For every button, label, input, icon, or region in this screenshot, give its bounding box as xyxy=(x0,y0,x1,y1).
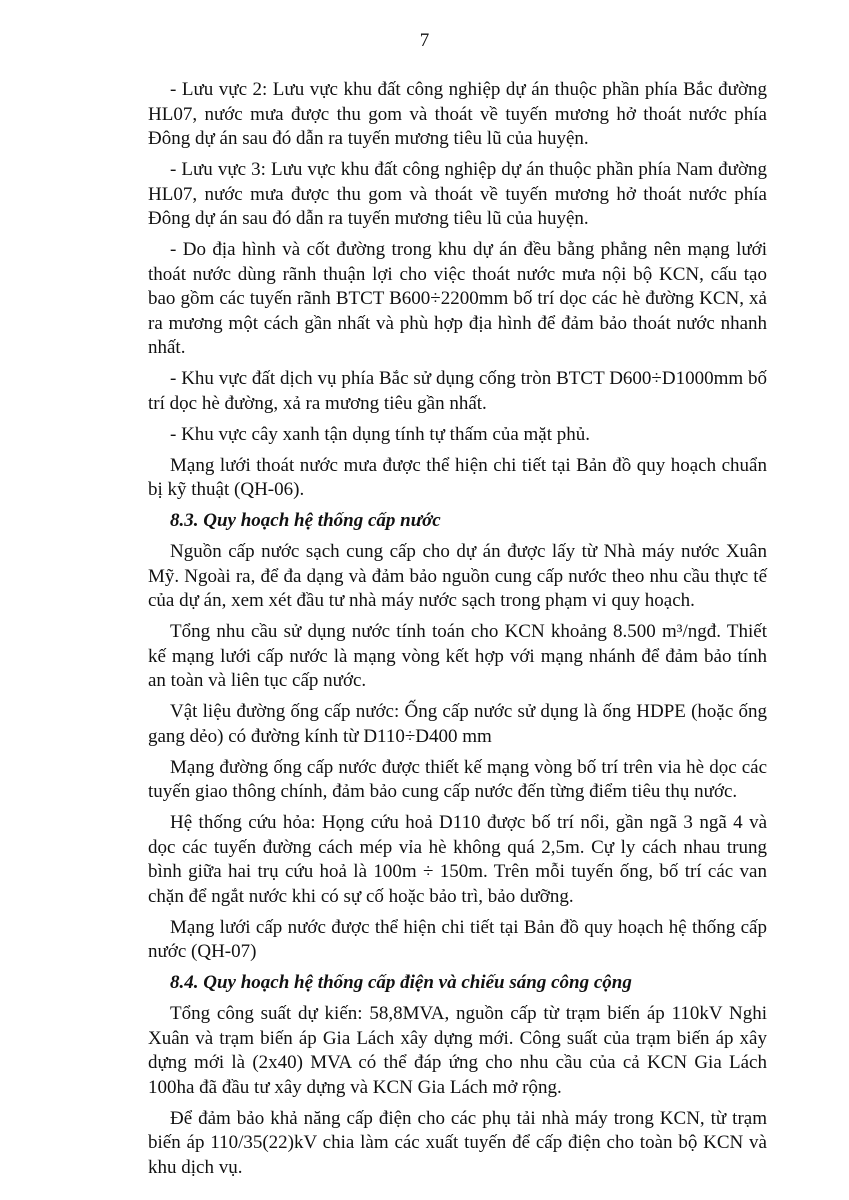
page-number: 7 xyxy=(419,30,430,51)
paragraph-drainage-network: - Do địa hình và cốt đường trong khu dự án đều bằng phẳng nên mạng lưới thoát nước dùng rãnh thuận lợi cho việc thoát nước mưa nội bộ KCN, cấu tạo bao gồm các tuyến rãnh BTCT B600÷2200mm bố trí dọc các hè đường KCN, xả ra mương một cách gần nhất và phù hợp địa hình để đảm bảo thoát nước nhanh nhất. xyxy=(148,239,767,358)
paragraph-drainage-basin-2: - Lưu vực 2: Lưu vực khu đất công nghiệp dự án thuộc phần phía Bắc đường HL07, nước mưa được thu gom và thoát về tuyến mương hở thoát nước phía Đông dự án sau đó dẫn ra tuyến mương tiêu lũ của huyện. xyxy=(148,79,767,149)
paragraph-water-demand: Tổng nhu cầu sử dụng nước tính toán cho KCN khoảng 8.500 m³/ngđ. Thiết kế mạng lưới cấp nước là mạng vòng kết hợp với mạng nhánh để đảm bảo tính an toàn và liên tục cấp nước. xyxy=(148,621,767,691)
paragraph-drainage-map-reference: Mạng lưới thoát nước mưa được thể hiện chi tiết tại Bản đồ quy hoạch chuẩn bị kỹ thuật (QH-06). xyxy=(148,454,767,500)
paragraph-pipe-material: Vật liệu đường ống cấp nước: Ống cấp nước sử dụng là ống HDPE (hoặc ống gang dẻo) có đường kính từ D110÷D400 mm xyxy=(148,701,767,747)
document-body xyxy=(148,78,767,1187)
paragraph-pipe-network: Mạng đường ống cấp nước được thiết kế mạng vòng bố trí trên via hè dọc các tuyến giao thông chính, đảm bảo cung cấp nước đến từng điểm tiêu thụ nước. xyxy=(148,756,767,802)
section-heading-water-supply: 8.3. Quy hoạch hệ thống cấp nước xyxy=(170,510,441,531)
paragraph-water-source: Nguồn cấp nước sạch cung cấp cho dự án được lấy từ Nhà máy nước Xuân Mỹ. Ngoài ra, để đa dạng và đảm bảo nguồn cung cấp nước theo nhu cầu thực tế của dự án, xem xét đầu tư nhà máy nước sạch trong phạm vi quy hoạch. xyxy=(148,541,767,611)
paragraph-drainage-basin-3: - Lưu vực 3: Lưu vực khu đất công nghiệp dự án thuộc phần phía Nam đường HL07, nước mưa được thu gom và thoát về tuyến mương hở thoát nước phía Đông dự án sau đó dẫn ra tuyến mương tiêu lũ của huyện. xyxy=(148,159,767,229)
section-heading-power-lighting: 8.4. Quy hoạch hệ thống cấp điện và chiếu sáng công cộng xyxy=(170,972,632,993)
paragraph-power-distribution: Để đảm bảo khả năng cấp điện cho các phụ tải nhà máy trong KCN, từ trạm biến áp 110/35(22)kV chia làm các xuất tuyến để cấp điện cho toàn bộ KCN và khu dịch vụ. xyxy=(148,1107,767,1178)
paragraph-water-map-reference: Mạng lưới cấp nước được thể hiện chi tiết tại Bản đồ quy hoạch hệ thống cấp nước (QH-07) xyxy=(148,916,767,962)
paragraph-fire-system: Hệ thống cứu hỏa: Họng cứu hoả D110 được bố trí nổi, gần ngã 3 ngã 4 và dọc các tuyến đường cách mép vỉa hè không quá 2,5m. Cự ly cách nhau trung bình giữa hai trụ cứu hoả là 100m ÷ 150m. Trên mỗi tuyến ống, bố trí các van chặn để ngắt nước khi có sự cố hoặc bảo trì, bảo dưỡng. xyxy=(148,812,767,907)
paragraph-power-capacity: Tổng công suất dự kiến: 58,8MVA, nguồn cấp từ trạm biến áp 110kV Nghi Xuân và trạm biến áp Gia Lách xây dựng mới. Công suất của trạm biến áp xây dựng mới là (2x40) MVA có thể đáp ứng cho nhu cầu của cả KCN Gia Lách 100ha đã đầu tư xây dựng và KCN Gia Lách mở rộng. xyxy=(148,1003,767,1098)
paragraph-green-area: - Khu vực cây xanh tận dụng tính tự thấm của mặt phủ. xyxy=(170,423,591,445)
paragraph-service-area-culverts: - Khu vực đất dịch vụ phía Bắc sử dụng cống tròn BTCT D600÷D1000mm bố trí dọc hè đường, xả ra mương tiêu gần nhất. xyxy=(148,368,767,414)
